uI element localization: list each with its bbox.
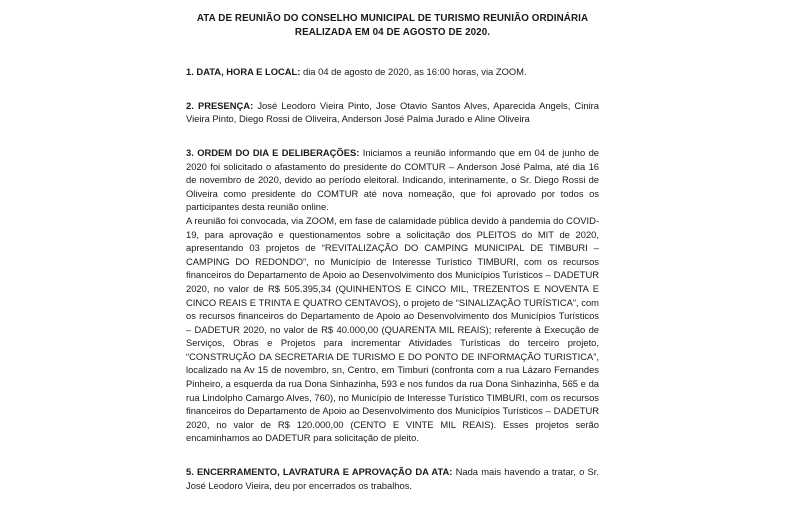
title-line-2: REALIZADA EM 04 DE AGOSTO DE 2020. (294, 26, 491, 38)
section-3-text: Iniciamos a reunião informando que em 04 de junho de 2020 foi solicitado o afastamento do presidente do COMTUR – Anderson José Palma, até dia 16 de novembro de 2020, devido ao período eleitoral. Indicando, interinamente, o Sr. Diego Rossi de Oliveira como presidente do COMTUR até nova nomeação, que foi aprovado por todos os participantes desta reunião online. (186, 146, 600, 213)
section-2-label: 2. PRESENÇA: (186, 99, 254, 111)
document-title (186, 12, 599, 39)
title-line-1: ATA DE REUNIÃO DO CONSELHO MUNICIPAL DE TURISMO REUNIÃO ORDINÁRIA (196, 13, 589, 24)
section-closing (186, 465, 599, 492)
section-3-label: 3. ORDEM DO DIA E DELIBERAÇÕES: (186, 146, 360, 158)
section-5-text: Nada mais havendo a tratar, o Sr. José Leodoro Vieira, deu por encerrados os trabalhos. (186, 466, 599, 491)
section-3-paragraph-1 (186, 146, 599, 214)
section-5-label: 5. ENCERRAMENTO, LAVRATURA E APROVAÇÃO DA ATA: (186, 466, 453, 478)
section-3-paragraph-2: A reunião foi convocada, via ZOOM, em fase de calamidade pública devido à pandemia do COVID-19, para aprovação e questionamentos sobre a solicitação dos PLEITOS do MIT de 2020, apresentando 03 projetos de “REVITALIZAÇÃO DO CAMPING MUNICIPAL DE TIMBURI – CAMPING DO REDONDO”, no Município de Interesse Turístico TIMBURI, com os recursos financeiros do Departamento de Apoio ao Desenvolvimento dos Municípios Turísticos – DADETUR 2020, no valor de R$ 505.395,34 (QUINHENTOS E CINCO MIL, TREZENTOS E NOVENTA E CINCO REAIS E TRINTA E QUATRO CENTAVOS), o projeto de “SINALIZAÇÃO TURÍSTICA”, com os recursos financeiros do Departamento de Apoio ao Desenvolvimento dos Municípios Turísticos – DADETUR 2020, no valor de R$ 40.000,00 (QUARENTA MIL REAIS); referente à Execução de Serviços, Obras e Projetos para incrementar Atividades Turísticas do terceiro projeto, “CONSTRUÇÃO DA SECRETARIA DE TURISMO E DO PONTO DE INFORMAÇÃO TURISTICA”, localizado na Av 15 de novembro, sn, Centro, em Timburi (confronta com a rua Lázaro Fernandes Pinheiro, a esquerda da rua Dona Sinhazinha, 593 e nos fundos da rua Dona Sinhazinha, 565 e da rua Lindolpho Camargo Alves, 760), no Município de Interesse Turístico TIMBURI, com os recursos financeiros do Departamento de Apoio ao Desenvolvimento dos Municípios Turísticos – DADETUR 2020, no valor de R$ 120.000,00 (CENTO E VINTE MIL REAIS). Esses projetos serão encaminhamos ao DADETUR para solicitação de pleito. (186, 214, 599, 444)
section-1-label: 1. DATA, HORA E LOCAL: (186, 66, 301, 78)
section-date-time-place (186, 65, 599, 79)
section-presence (186, 99, 599, 126)
section-agenda (186, 146, 599, 445)
section-2-text: José Leodoro Vieira Pinto, Jose Otavio Santos Alves, Aparecida Angels, Cinira Vieira Pinto, Diego Rossi de Oliveira, Anderson José Palma Jurado e Aline Oliveira (186, 99, 599, 125)
section-1-text: dia 04 de agosto de 2020, as 16:00 horas, via ZOOM. (300, 66, 527, 78)
